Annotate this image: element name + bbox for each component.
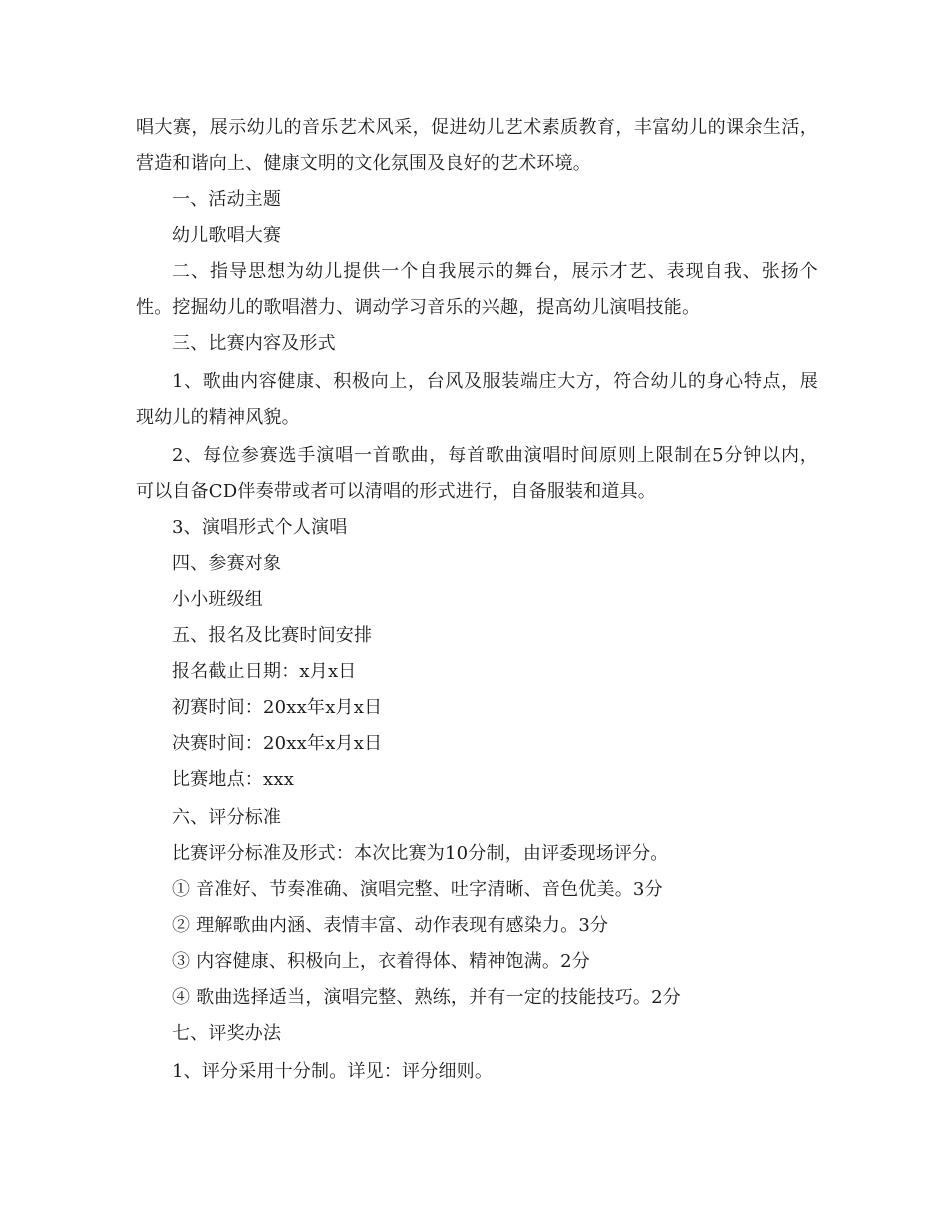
paragraph-line: 性。挖掘幼儿的歌唱潜力、调动学习音乐的兴趣，提高幼儿演唱技能。	[136, 297, 701, 318]
section-heading: 七、评奖办法	[172, 1023, 282, 1044]
section-heading: 四、参赛对象	[172, 553, 282, 574]
section-heading: 一、活动主题	[172, 189, 282, 210]
section-heading: 二、指导思想为幼儿提供一个自我展示的舞台，展示才艺、表现自我、张扬个	[172, 261, 818, 282]
criteria-item: ① 音准好、节奏准确、演唱完整、吐字清晰、音色优美。3分	[172, 879, 663, 900]
list-item: 3、演唱形式个人演唱	[172, 517, 348, 538]
paragraph-line: 现幼儿的精神风貌。	[136, 407, 300, 428]
list-item: 2、每位参赛选手演唱一首歌曲，每首歌曲演唱时间原则上限制在5分钟以内，	[172, 445, 818, 466]
section-heading: 五、报名及比赛时间安排	[172, 625, 373, 646]
section-heading: 六、评分标准	[172, 807, 282, 828]
paragraph-line: 报名截止日期：x月x日	[172, 661, 357, 682]
paragraph-line: 幼儿歌唱大赛	[172, 225, 282, 246]
paragraph-line: 小小班级组	[172, 589, 263, 610]
paragraph-line: 可以自备CD伴奏带或者可以清唱的形式进行，自备服装和道具。	[136, 481, 657, 502]
criteria-item: ② 理解歌曲内涵、表情丰富、动作表现有感染力。3分	[172, 915, 609, 936]
paragraph-line: 营造和谐向上、健康文明的文化氛围及良好的艺术环境。	[136, 153, 591, 174]
paragraph-line: 决赛时间：20xx年x月x日	[172, 733, 383, 754]
section-heading: 三、比赛内容及形式	[172, 333, 336, 354]
paragraph-line: 比赛地点：xxx	[172, 769, 295, 790]
paragraph-line: 比赛评分标准及形式：本次比赛为10分制，由评委现场评分。	[172, 843, 669, 864]
criteria-item: ④ 歌曲选择适当，演唱完整、熟练，并有一定的技能技巧。2分	[172, 987, 681, 1008]
paragraph-line: 唱大赛，展示幼儿的音乐艺术风采，促进幼儿艺术素质教育，丰富幼儿的课余生活，	[136, 117, 818, 138]
paragraph-line: 初赛时间：20xx年x月x日	[172, 697, 383, 718]
list-item: 1、歌曲内容健康、积极向上，台风及服装端庄大方，符合幼儿的身心特点，展	[172, 371, 818, 392]
list-item: 1、评分采用十分制。详见：评分细则。	[172, 1061, 494, 1082]
criteria-item: ③ 内容健康、积极向上，衣着得体、精神饱满。2分	[172, 951, 590, 972]
